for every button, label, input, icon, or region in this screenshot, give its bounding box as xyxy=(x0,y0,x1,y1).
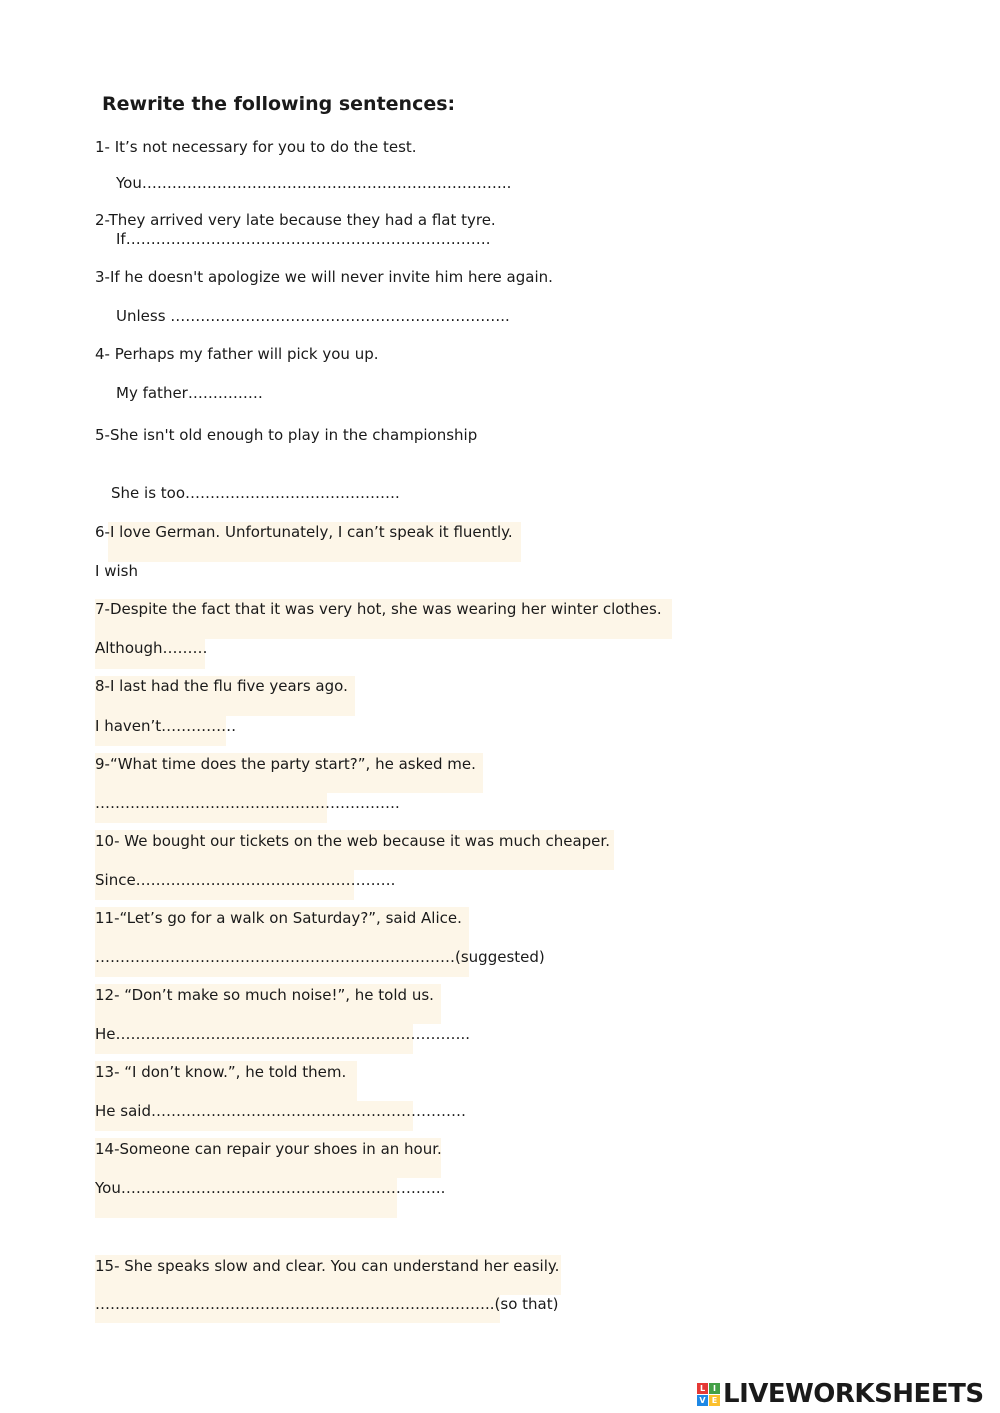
question-prompt: 4- Perhaps my father will pick you up. xyxy=(95,345,379,363)
answer-field[interactable]: I wish xyxy=(95,562,138,580)
answer-field[interactable]: You……………………………………………………….. xyxy=(95,1179,446,1197)
logo-mark-tile: E xyxy=(709,1395,720,1406)
question-prompt: 6-I love German. Unfortunately, I can’t speak it fluently. xyxy=(95,523,513,541)
question-prompt: 11-“Let’s go for a walk on Saturday?”, said Alice. xyxy=(95,909,462,927)
question-prompt: 15- She speaks slow and clear. You can understand her easily. xyxy=(95,1257,560,1275)
answer-field[interactable]: I haven’t…………… xyxy=(95,717,237,735)
question-prompt: 8-I last had the flu five years ago. xyxy=(95,677,348,695)
question-prompt: 7-Despite the fact that it was very hot, she was wearing her winter clothes. xyxy=(95,600,662,618)
answer-field[interactable]: She is too……………………………………. xyxy=(111,484,400,502)
answer-field[interactable]: ………………………………………………………………(suggested) xyxy=(95,948,545,966)
question-prompt: 1- It’s not necessary for you to do the test. xyxy=(95,138,417,156)
question-prompt: 5-She isn't old enough to play in the championship xyxy=(95,426,478,444)
question-prompt: 3-If he doesn't apologize we will never invite him here again. xyxy=(95,268,553,286)
answer-field[interactable]: Since……………………………………………. xyxy=(95,871,396,889)
question-prompt: 12- “Don’t make so much noise!”, he told us. xyxy=(95,986,434,1004)
answer-field[interactable]: Unless ………………………………………………………….. xyxy=(116,307,510,325)
answer-field[interactable]: If………………………………………………………………. xyxy=(116,230,491,248)
answer-field[interactable]: ……………………………………………………………………..(so that) xyxy=(95,1295,559,1313)
logo-mark-icon xyxy=(697,1383,720,1406)
logo-mark-tile: I xyxy=(709,1383,720,1394)
answer-field[interactable]: He said……………………………………………………… xyxy=(95,1102,466,1120)
answer-field[interactable]: He…………………………………………………………….. xyxy=(95,1025,471,1043)
question-prompt: 9-“What time does the party start?”, he asked me. xyxy=(95,755,476,773)
answer-field[interactable]: Although……… xyxy=(95,639,208,657)
answer-field[interactable]: My father…………… xyxy=(116,384,263,402)
logo-text: LIVEWORKSHEETS xyxy=(723,1379,984,1409)
answer-field[interactable]: ……………………………………………………. xyxy=(95,794,400,812)
question-prompt: 13- “I don’t know.”, he told them. xyxy=(95,1063,347,1081)
worksheet-title: Rewrite the following sentences: xyxy=(102,93,456,115)
logo-mark-tile: L xyxy=(697,1383,708,1394)
question-prompt: 2-They arrived very late because they had a flat tyre. xyxy=(95,211,496,229)
question-prompt: 10- We bought our tickets on the web because it was much cheaper. xyxy=(95,832,610,850)
liveworksheets-logo xyxy=(697,1377,984,1411)
question-prompt: 14-Someone can repair your shoes in an hour. xyxy=(95,1140,442,1158)
logo-mark-tile: V xyxy=(697,1395,708,1406)
answer-field[interactable]: You……………………………………………………………….. xyxy=(116,174,512,192)
